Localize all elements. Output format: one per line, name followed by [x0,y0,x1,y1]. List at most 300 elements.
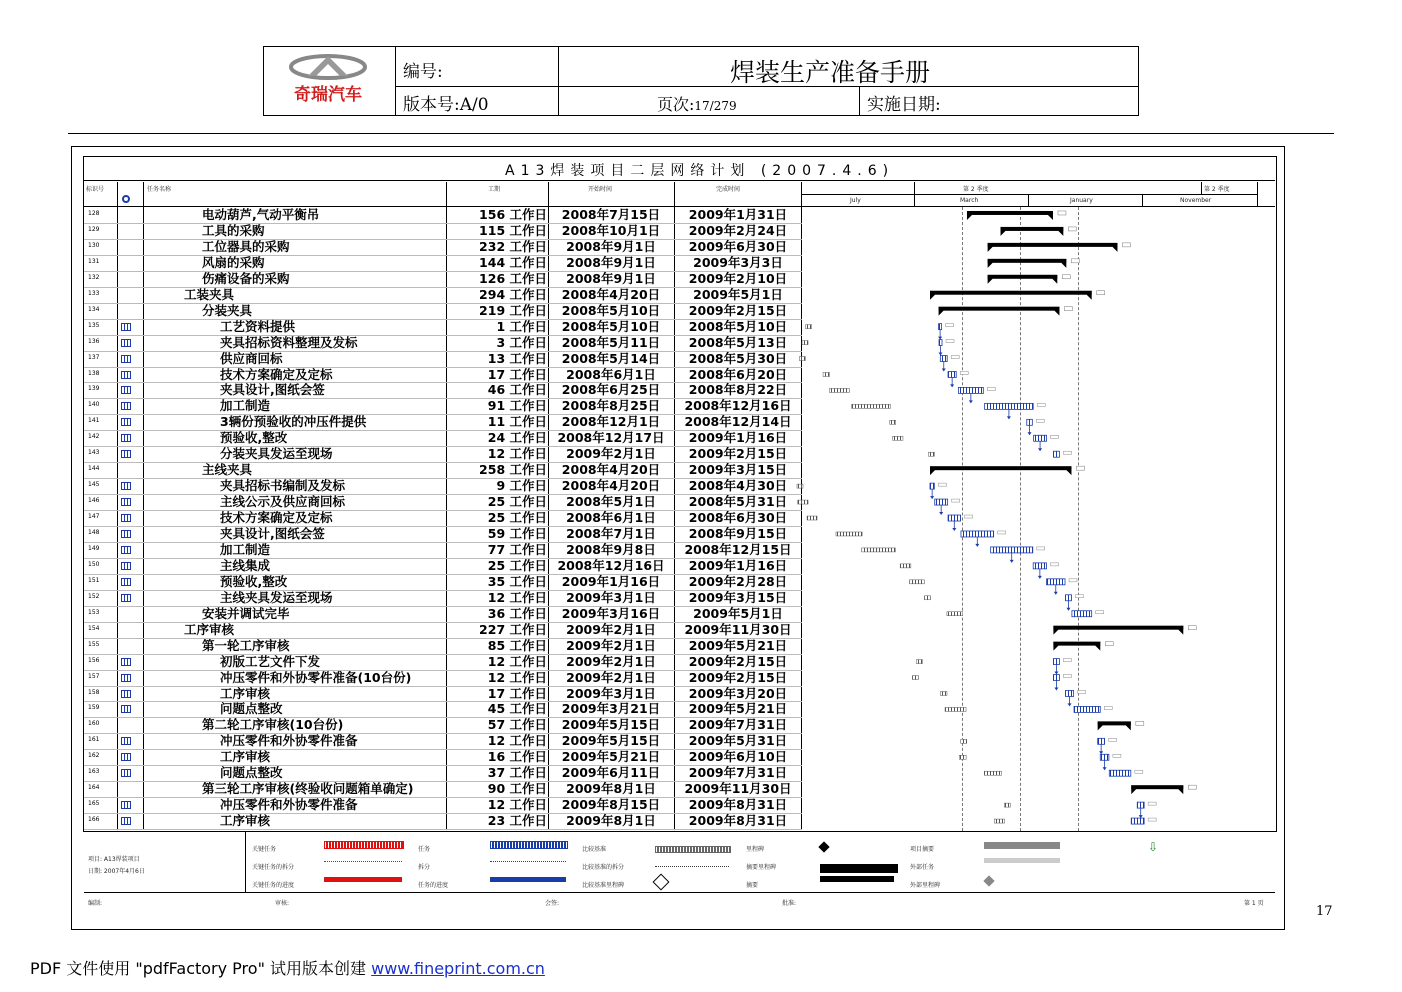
page-value: 17/279 [694,99,737,113]
task-name: 伤痛设备的采购 [202,270,290,286]
task-name: 初版工艺文件下发 [220,653,321,669]
bar-label [960,371,968,374]
bar-label [952,499,960,502]
task-finish: 2009年2月10日 [688,270,788,286]
task-start: 2009年2月1日 [566,637,656,653]
task-bar [1072,611,1092,617]
task-bar [1065,690,1073,696]
bar-label [1064,307,1072,311]
bar-label [1068,227,1076,231]
bar-label [1136,721,1144,725]
dependency-arrow [939,353,943,356]
task-duration: 37 工作日 [487,765,547,781]
task-duration: 59 工作日 [487,526,547,541]
baseline-bar [893,436,903,440]
task-bar [948,371,956,377]
row-id: 164 [88,784,100,792]
task-finish: 2009年8月31日 [688,797,788,813]
task-duration: 77 工作日 [487,541,547,557]
task-bar [930,483,934,489]
sign-approve: 批准: [782,900,797,907]
baseline-bar [940,691,947,695]
task-name: 工序审核 [184,621,235,637]
sign-review: 审核: [275,900,290,907]
task-finish: 2009年7月31日 [688,765,788,781]
task-start: 2008年9月1日 [566,254,656,270]
legend-summary-milestone [820,864,898,873]
logo-text: 奇瑞汽车 [294,85,362,105]
task-finish: 2008年9月15日 [688,526,788,541]
legend-label: 项目摘要 [910,846,935,853]
task-name: 工位器具的采购 [202,238,290,254]
page-number: 17 [1316,904,1333,919]
task-name: 风扇的采购 [202,254,265,270]
task-start: 2009年5月15日 [561,717,661,733]
sign-countersign: 会签: [545,900,560,907]
row-id: 153 [88,608,100,616]
task-start: 2009年8月15日 [561,797,661,813]
task-duration: 85 工作日 [487,637,547,653]
task-start: 2009年8月1日 [566,781,656,797]
task-duration: 126 工作日 [479,270,547,286]
timescale-top-1: 第 2 季度 [963,186,989,193]
row-id: 139 [88,385,100,393]
baseline-bar [959,755,966,759]
task-start: 2008年7月15日 [561,207,661,222]
task-name: 冲压零件和外协零件准备(10台份) [220,669,412,685]
task-bar [1027,419,1033,425]
summary-bar [930,291,1092,295]
baseline-bar [862,548,896,552]
task-bar [940,356,947,362]
row-id: 152 [88,592,100,600]
task-start: 2008年5月10日 [561,302,661,318]
sheet-number: 第 1 页 [1244,900,1264,907]
task-finish: 2009年3月20日 [688,685,788,701]
task-name: 工序审核 [220,685,271,701]
row-id: 160 [88,720,100,728]
task-finish: 2009年5月1日 [693,286,783,302]
col-id-header: 标识号 [86,186,105,193]
dependency-arrow [1038,576,1042,579]
task-name: 主线公示及供应商回标 [220,494,346,510]
row-id: 154 [88,624,100,632]
task-start: 2008年8月25日 [561,398,661,414]
bar-label [987,387,995,390]
task-start: 2009年2月1日 [566,653,656,669]
task-start: 2009年3月21日 [561,701,661,717]
page-label: 页次: [657,95,695,114]
task-duration: 3 工作日 [496,334,547,350]
task-name: 分装夹具 [202,302,253,318]
legend-label: 拆分 [418,864,431,871]
bar-label [1036,419,1044,422]
task-start: 2009年1月16日 [561,573,661,589]
row-id: 138 [88,369,100,377]
baseline-bar [994,819,1004,823]
legend-label: 比较基准的拆分 [582,864,625,871]
dependency-arrow [1010,560,1014,563]
row-id: 146 [88,497,100,505]
bar-label [965,515,973,518]
task-bar [1034,435,1047,441]
task-duration: 294 工作日 [479,286,547,302]
task-bar [939,340,942,346]
task-name: 第二轮工序审核(10台份) [202,717,344,733]
bar-label [1188,785,1196,789]
task-bar [1100,754,1109,760]
legend-baseline [655,846,731,853]
baseline-bar [798,500,808,504]
task-finish: 2008年8月22日 [688,382,788,398]
task-name: 冲压零件和外协零件准备 [220,733,358,749]
task-start: 2009年5月21日 [561,749,661,765]
task-name: 夹具招标资料整理及发标 [220,334,358,350]
fineprint-link[interactable]: www.fineprint.com.cn [371,959,545,978]
task-start: 2008年5月1日 [566,494,656,510]
bar-label [946,324,954,327]
task-name: 夹具设计,图纸会签 [220,382,325,398]
row-id: 149 [88,544,100,552]
footnote-text: PDF 文件使用 "pdfFactory Pro" 试用版本创建 [30,959,372,978]
dependency-arrow [939,512,943,515]
baseline-bar [928,452,934,456]
task-duration: 90 工作日 [487,781,547,797]
task-duration: 9 工作日 [496,478,547,494]
bar-label [1113,754,1121,757]
dependency-arrow [1054,592,1058,595]
task-duration: 46 工作日 [487,382,547,398]
task-finish: 2008年4月30日 [688,478,788,494]
task-finish: 2008年12月14日 [684,414,792,430]
row-id: 151 [88,576,100,584]
legend-date: 日期: 2007年4月6日 [88,868,145,875]
task-start: 2008年12月16日 [557,557,665,573]
baseline-bar [852,404,891,408]
bar-label [1105,642,1113,646]
number-label: 编号: [403,62,443,82]
row-id: 129 [88,225,100,233]
baseline-bar [910,580,925,584]
legend-baseline-split [655,866,729,868]
row-id: 159 [88,704,100,712]
task-bar [1065,595,1071,601]
task-name: 工具的采购 [202,222,265,238]
legend-project-summary [984,842,1060,849]
task-duration: 144 工作日 [479,254,547,270]
task-start: 2008年5月10日 [561,318,661,334]
legend-label: 关键任务的拆分 [252,864,295,871]
task-duration: 91 工作日 [487,398,547,414]
task-duration: 36 工作日 [487,605,547,621]
bar-label [1135,770,1143,773]
bar-label [1069,579,1077,582]
bar-label [1076,466,1084,470]
row-id: 143 [88,449,100,457]
version-label: 版本号:A/0 [403,95,489,115]
task-bar [935,499,948,505]
legend-group-arrow: ⇩ [1148,840,1159,854]
task-start: 2008年12月17日 [557,430,665,446]
row-id: 133 [88,289,100,297]
row-id: 157 [88,672,100,680]
bar-label [1075,595,1083,598]
task-name: 工序审核 [220,813,271,829]
baseline-bar [802,341,808,345]
task-name: 主线集成 [220,557,271,573]
task-duration: 12 工作日 [487,653,547,669]
task-bar [985,403,1034,409]
col-start-header: 开始时间 [588,186,613,193]
task-finish: 2009年5月21日 [688,637,788,653]
row-id: 130 [88,241,100,249]
task-name: 加工制造 [220,398,271,414]
row-id: 163 [88,768,100,776]
task-name: 工序审核 [220,749,271,765]
dependency-arrow [1139,815,1143,818]
row-id: 128 [88,210,100,217]
task-name: 技术方案确定及定标 [220,366,333,382]
task-name: 主线夹具发运至现场 [220,589,333,605]
row-id: 137 [88,353,100,361]
row-id: 145 [88,481,100,489]
baseline-bar [924,596,930,600]
timescale-march: March [960,197,979,204]
baseline-bar [912,676,918,680]
task-name: 供应商回标 [220,350,283,366]
task-name: 问题点整改 [220,765,283,781]
task-name: 夹具招标书编制及发标 [220,478,346,494]
timescale-top-2: 第 2 季度 [1204,186,1230,193]
legend-label: 任务的进度 [418,882,449,889]
task-duration: 219 工作日 [479,302,547,318]
task-finish: 2009年2月15日 [688,446,788,462]
bar-label [1051,435,1059,438]
bar-label [1078,690,1086,693]
dependency-arrow [1054,687,1058,690]
task-duration: 35 工作日 [487,573,547,589]
task-name: 主线夹具 [202,462,253,478]
summary-bar [988,243,1118,247]
task-duration: 17 工作日 [487,685,547,701]
row-id: 132 [88,273,100,281]
legend-critical-progress [324,877,402,882]
baseline-bar [984,771,1001,775]
row-id: 140 [88,401,100,409]
task-start: 2008年9月8日 [566,541,656,557]
task-name: 加工制造 [220,541,271,557]
task-start: 2008年5月14日 [561,350,661,366]
task-finish: 2008年6月20日 [688,366,788,382]
row-id: 141 [88,417,100,425]
document-title: 焊装生产准备手册 [730,58,931,87]
task-bar [1053,451,1059,457]
task-start: 2008年10月1日 [561,222,661,238]
dependency-arrow [938,337,942,340]
task-bar [1047,579,1065,585]
task-finish: 2008年12月15日 [684,541,792,557]
dependency-arrow [975,544,979,547]
date-label: 实施日期: [867,95,941,115]
task-bar [1098,738,1105,744]
task-name: 夹具设计,图纸会签 [220,526,325,541]
bar-label [1122,243,1130,247]
legend-external-task [984,858,1060,863]
bar-label [1148,818,1156,821]
dependency-arrow [1038,448,1042,451]
task-finish: 2009年2月15日 [688,653,788,669]
task-finish: 2008年12月16日 [684,398,792,414]
baseline-bar [945,707,966,711]
baseline-bar [961,739,967,743]
bar-label [1109,738,1117,741]
task-start: 2008年6月25日 [561,382,661,398]
bar-label [998,531,1006,534]
baseline-bar [797,484,803,488]
row-id: 165 [88,800,100,808]
row-id: 134 [88,305,100,313]
timescale-january: January [1070,197,1093,204]
dependency-arrow [969,400,973,403]
baseline-bar [807,516,817,520]
legend-label: 外部里程碑 [910,882,941,889]
baseline-bar [890,420,896,424]
task-duration: 16 工作日 [487,749,547,765]
task-start: 2009年2月1日 [566,621,656,637]
row-id: 144 [88,465,100,473]
summary-bar [939,307,1060,311]
task-duration: 227 工作日 [479,621,547,637]
task-name: 问题点整改 [220,701,283,717]
dependency-arrow [930,496,934,499]
legend-label: 摘要里程碑 [746,864,777,871]
gantt-title: A13焊装项目二层网络计划 (2007.4.6) [505,163,895,179]
row-id: 158 [88,688,100,696]
task-duration: 25 工作日 [487,494,547,510]
legend-label: 任务 [418,846,431,853]
task-start: 2008年12月1日 [561,414,661,430]
task-finish: 2008年5月30日 [688,350,788,366]
task-bar [939,324,942,330]
legend-task-progress [490,877,566,882]
task-finish: 2009年5月31日 [688,733,788,749]
task-bar [1074,706,1100,712]
task-bar [958,387,983,393]
legend-label: 里程碑 [746,846,765,853]
bar-label [1037,547,1045,550]
task-finish: 2008年5月10日 [688,318,788,334]
dependency-arrow [1068,703,1072,706]
legend-critical-split [324,861,402,863]
legend-label: 关键任务 [252,846,277,853]
bar-label [946,340,954,343]
summary-bar [1098,721,1131,725]
baseline-bar [947,612,963,616]
task-start: 2008年6月1日 [566,510,656,526]
row-id: 166 [88,816,100,824]
row-id: 162 [88,752,100,760]
task-finish: 2009年2月15日 [688,669,788,685]
bar-label [1058,211,1066,215]
bar-label [1063,675,1071,678]
dependency-arrow [942,368,946,371]
task-start: 2009年6月11日 [561,765,661,781]
legend-label: 摘要 [746,882,759,889]
task-duration: 156 工作日 [479,207,547,222]
summary-bar [988,259,1067,263]
task-duration: 17 工作日 [487,366,547,382]
task-finish: 2009年1月16日 [688,430,788,446]
dependency-arrow [1066,608,1070,611]
task-finish: 2009年6月30日 [688,238,788,254]
dependency-arrow [1103,767,1107,770]
task-start: 2008年9月1日 [566,270,656,286]
summary-bar [988,275,1058,279]
task-duration: 1 工作日 [496,318,547,334]
task-bar [1053,659,1059,665]
bar-label [1104,706,1112,709]
task-start: 2008年4月20日 [561,462,661,478]
summary-bar [967,211,1053,215]
task-finish: 2009年2月24日 [688,222,788,238]
row-id: 156 [88,656,100,664]
row-id: 136 [88,337,100,345]
task-duration: 57 工作日 [487,717,547,733]
task-start: 2009年8月1日 [566,813,656,829]
col-name-header: 任务名称 [147,186,172,193]
baseline-bar [900,564,911,568]
task-bar [1109,770,1131,776]
bar-label [1062,275,1070,279]
dependency-arrow [1054,672,1058,675]
row-id: 131 [88,257,100,265]
task-duration: 24 工作日 [487,430,547,446]
task-name: 冲压零件和外协零件准备 [220,797,358,813]
task-duration: 12 工作日 [487,446,547,462]
task-finish: 2009年11月30日 [684,621,792,637]
task-start: 2008年9月1日 [566,238,656,254]
bar-label [1037,403,1045,406]
task-start: 2008年4月20日 [561,478,661,494]
task-bar [1033,563,1046,569]
row-id: 142 [88,433,100,441]
task-bar [991,547,1033,553]
task-name: 安装并调试完毕 [202,605,290,621]
task-name: 预验收,整改 [220,573,288,589]
task-finish: 2009年11月30日 [684,781,792,797]
task-duration: 12 工作日 [487,733,547,749]
task-duration: 23 工作日 [487,813,547,829]
task-bar [948,515,960,521]
summary-bar [1053,626,1183,630]
row-id: 155 [88,640,100,648]
task-finish: 2009年2月28日 [688,573,788,589]
sign-compile: 编制: [88,900,103,907]
task-start: 2009年2月1日 [566,669,656,685]
task-finish: 2009年5月21日 [688,701,788,717]
task-finish: 2009年7月31日 [688,717,788,733]
task-finish: 2008年5月31日 [688,494,788,510]
task-finish: 2009年1月31日 [688,207,788,222]
task-name: 第三轮工序审核(终验收问题箱单确定) [202,781,414,797]
col-duration-header: 工期 [488,186,501,193]
row-id: 135 [88,321,100,329]
task-duration: 12 工作日 [487,589,547,605]
task-name: 3辆份预验收的冲压件提供 [220,414,367,430]
timescale-november: November [1180,197,1212,204]
task-finish: 2009年6月10日 [688,749,788,765]
baseline-bar [829,388,849,392]
